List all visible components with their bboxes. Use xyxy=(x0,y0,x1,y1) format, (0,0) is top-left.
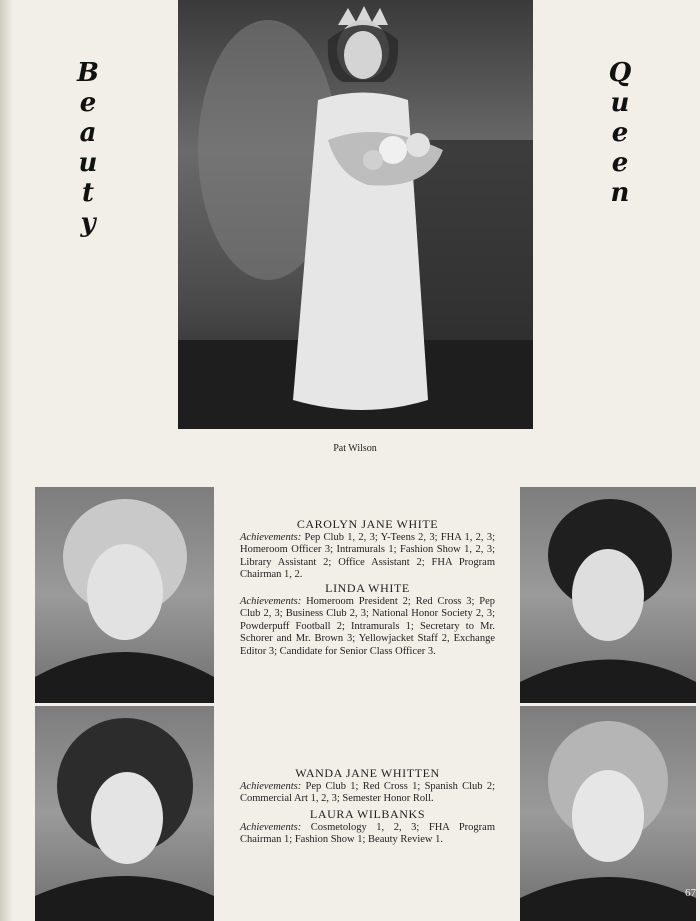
beauty-vertical-title xyxy=(68,58,108,238)
entry-achievements xyxy=(240,532,495,582)
portrait-carolyn-jane-white xyxy=(35,487,214,703)
entry-linda-white xyxy=(240,582,495,659)
title-letter: e xyxy=(611,118,629,148)
entry-achievements xyxy=(240,781,495,806)
portrait-linda-white xyxy=(520,487,696,703)
title-letter: u xyxy=(78,148,98,178)
portrait-wanda-jane-whitten xyxy=(35,706,214,921)
achievements-text: Pep Club 1; Red Cross 1; Spanish Club 2; Commercial Art 1, 2, 3; Semester Honor Roll. xyxy=(240,780,496,805)
entry-achievements xyxy=(240,596,495,659)
portrait-figure xyxy=(35,706,214,921)
entry-name: WANDA JANE WHITTEN xyxy=(295,766,440,780)
achievements-text: Homeroom President 2; Red Cross 3; Pep Club 2, 3; Business Club 2, 3; National Honor Society 2, 3; Powderpuff Football 2; Intramurals 1; Secretary to Mr. Schorer and Mr. Brown 3; Yellowjacket Staff 2, Exchange Editor 3; Candidate for Senior Class Officer 3. xyxy=(240,595,496,657)
title-letter: a xyxy=(79,118,97,148)
entry-name: LAURA WILBANKS xyxy=(309,807,426,821)
title-letter: Q xyxy=(608,58,632,88)
entry-carolyn-jane-white xyxy=(240,518,495,582)
title-letter: t xyxy=(81,178,94,208)
portrait-figure xyxy=(520,706,696,921)
queen-caption: Pat Wilson xyxy=(333,443,377,454)
entry-laura-wilbanks xyxy=(240,808,495,847)
achievements-text: Cosmetology 1, 2, 3; FHA Program Chairman 1; Fashion Show 1; Beauty Review 1. xyxy=(240,821,495,846)
entry-name: LINDA WHITE xyxy=(325,581,410,595)
title-letter: y xyxy=(80,208,96,238)
title-letter: n xyxy=(610,178,630,208)
beauty-queen-photo xyxy=(178,0,533,429)
title-letter: u xyxy=(610,88,630,118)
page-spine xyxy=(0,0,14,921)
entry-name: CAROLYN JANE WHITE xyxy=(296,517,439,531)
portrait-laura-wilbanks xyxy=(520,706,696,921)
title-letter: B xyxy=(77,58,99,88)
achievements-label: Achievements: xyxy=(240,780,302,792)
entry-wanda-jane-whitten xyxy=(240,767,495,806)
title-letter: e xyxy=(611,148,629,178)
page-number: 67 xyxy=(685,887,696,899)
achievements-label: Achievements: xyxy=(240,595,302,607)
achievements-label: Achievements: xyxy=(240,821,302,833)
queen-vertical-title xyxy=(600,58,640,208)
achievements-text: Pep Club 1, 2, 3; Y-Teens 2, 3; FHA 1, 2, 3; Homeroom Officer 3; Intramurals 1; Fashion Show 1, 2, 3; Library Assistant 2; Office Assistant 2; FHA Program Chairman 1, 2. xyxy=(240,531,496,581)
achievements-label: Achievements: xyxy=(240,531,302,543)
entry-achievements xyxy=(240,822,495,847)
portrait-figure xyxy=(35,487,214,703)
queen-figure-illustration xyxy=(178,0,533,429)
portrait-figure xyxy=(520,487,696,703)
title-letter: e xyxy=(79,88,97,118)
